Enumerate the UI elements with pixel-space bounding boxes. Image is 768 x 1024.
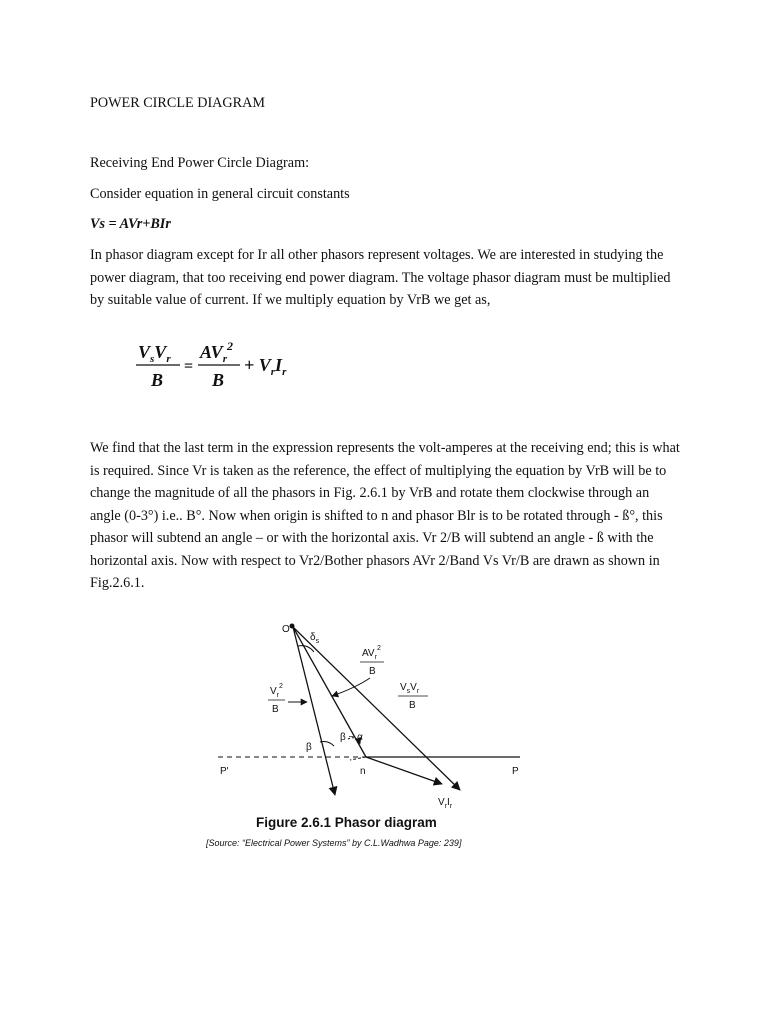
- p-prime-label: P': [220, 766, 229, 777]
- vrir-label: $V_rI_r$: [438, 797, 453, 810]
- avr2-denominator: B: [369, 666, 376, 677]
- figure-caption: Figure 2.6.1 Phasor diagram: [256, 815, 437, 830]
- vr2-label: $V_r^2$: [270, 683, 283, 699]
- n-label: n: [360, 766, 366, 777]
- phasor-figure: [190, 612, 530, 867]
- beta-label: β: [306, 742, 312, 753]
- section-heading: Receiving End Power Circle Diagram:: [90, 155, 310, 171]
- document-title: POWER CIRCLE DIAGRAM: [90, 95, 265, 111]
- beta-minus-alpha-label: β − α: [340, 732, 363, 743]
- inline-equation: Vs = AVr+BIr: [90, 216, 171, 232]
- avr2-pointer-arrow: [332, 678, 370, 696]
- paragraph-phasor-intro: In phasor diagram except for Ir all other phasors represent voltages. We are interested in studying the power diagram, that too receiving end power diagram. The voltage phasor diagram must be multiplied by suitable value of current. If we multiply equation by VrB we get as,: [90, 247, 671, 308]
- display-equation: [128, 336, 348, 406]
- figure-source: [Source: “Electrical Power Systems” by C.L.Wadhwa Page: 239]: [206, 838, 462, 848]
- origin-label: O: [282, 624, 290, 635]
- vsvr-label: $V_sV_r$: [400, 682, 420, 695]
- phasor-diagram: [190, 612, 530, 812]
- equation-rhs-numerator: $AV_r^2$: [200, 339, 233, 365]
- equals-sign: =: [184, 358, 194, 375]
- vr2-denominator: B: [272, 704, 279, 715]
- delta-label: $\delta_s$: [310, 632, 320, 645]
- vsvr-denominator: B: [409, 700, 416, 711]
- p-label: P: [512, 766, 519, 777]
- equation-lhs-denominator: B: [151, 370, 164, 390]
- equation-lhs-numerator: $V_sV_r$: [138, 342, 171, 365]
- paragraph-phasor-explanation: We find that the last term in the expression represents the volt-amperes at the receiving end; this is what is required. Since Vr is taken as the reference, the effect of multiplying the equation by VrB will be to change the magnitude of all the phasors in Fig. 2.6.1 by VrB and rotate them clockwise through an angle (0-3°) i.e.. B°. Now when origin is shifted to n and phasor Blr is to be rotated through - ß°, this phasor will subtend an angle – or with the horizontal axis. Vr 2/B will subtend an angle - ß with the horizontal axis. Now with respect to Vr2/Bother phasors AVr 2/Band Vs Vr/B are drawn as shown in Fig.2.6.1.: [90, 440, 680, 591]
- intro-text: Consider equation in general circuit constants: [90, 186, 350, 202]
- equation-rhs-tail: + $V_rI_r$: [244, 355, 287, 378]
- avr2-label: $AV_r^2$: [362, 645, 381, 661]
- equation-rhs-denominator: B: [212, 370, 225, 390]
- phasor-vr2-over-b: [293, 627, 335, 795]
